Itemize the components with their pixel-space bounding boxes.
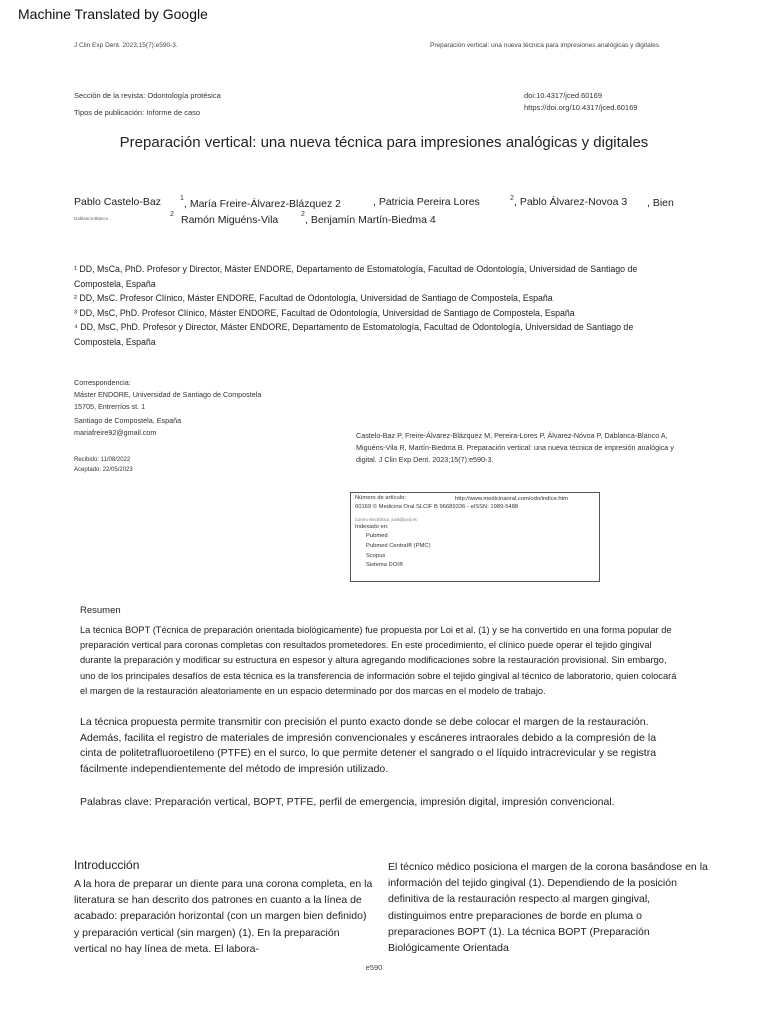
- doi-url[interactable]: https://doi.org/10.4317/jced.60169: [524, 103, 638, 112]
- doi: doi:10.4317/jced.60169: [524, 91, 602, 100]
- publication-type: Tipos de publicación: Informe de caso: [74, 108, 201, 117]
- author-3-sup: 2: [510, 195, 514, 202]
- author-3: , Patricia Pereira Lores: [373, 196, 480, 208]
- indexed-in-label: Indexado en:: [355, 524, 389, 530]
- author-2: , María Freire-Álvarez-Blázquez 2: [184, 198, 341, 210]
- translation-banner: Machine Translated by Google: [18, 6, 208, 22]
- correspondence-email[interactable]: mariafreire92@gmail.com: [74, 428, 157, 437]
- author-1: Pablo Castelo-Baz: [74, 196, 161, 208]
- author-5-tiny: Dablanca-Blanco ,: [74, 216, 111, 221]
- affiliation-1: ¹ DD, MsCa, PhD. Profesor y Director, Máster ENDORE, Departamento de Estomatología, Facultad de Odontología, Universidad de Santiago de Compostela, España: [74, 264, 638, 289]
- author-6: Ramón Miguéns-Vila: [181, 214, 279, 226]
- author-5: , Bien: [647, 197, 674, 209]
- received-date: Recibido: 11/08/2022: [74, 457, 131, 463]
- introduction-heading: Introducción: [74, 858, 140, 872]
- page-number: e590: [365, 963, 383, 972]
- keywords: Palabras clave: Preparación vertical, BOPT, PTFE, perfil de emergencia, impresión digital, impresión convencional.: [80, 796, 615, 808]
- abstract-heading: Resumen: [80, 605, 121, 616]
- affiliation-4: ⁴ DD, MsC, PhD. Profesor y Director, Máster ENDORE, Departamento de Estomatología, Facultad de Odontología, Universidad de Santiago de Compostela, España: [74, 322, 634, 347]
- abstract-paragraph-1: La técnica BOPT (Técnica de preparación orientada biológicamente) fue propuesta por Loi et al. (1) y se ha convertido en una forma popular de preparación vertical para coronas completas con resultados prometedores. En este procedimiento, el clínico puede operar el tejido gingival durante la preparación y modificar su estructura en espesor y altura agregando modificaciones sobre la restauración provisional. Sin embargo, uno de los principales desafíos de esta técnica es la transferencia de información sobre el tejido gingival al técnico de laboratorio, quien colocará el margen de la restauración aleatoriamente en un espacio determinado por dos marcas en el modelo de trabajo.: [80, 625, 677, 696]
- article-number-label: Número de artículo:: [355, 495, 406, 501]
- affiliation-2: ² DD, MsC. Profesor Clínico, Máster ENDORE, Facultad de Odontología, Universidad de Santiago de Compostela, España: [74, 293, 553, 303]
- introduction-left-column: A la hora de preparar un diente para una corona completa, en la literatura se han descrito dos patrones en cuanto a la línea de acabado: preparación horizontal (con un margen bien definido) y preparación vertical (sin margen) (1). En la preparación vertical no hay línea de meta. El labora-: [74, 878, 373, 955]
- running-header-right: Preparación vertical: una nueva técnica para impresiones analógicas y digitales: [430, 42, 660, 49]
- journal-index-url[interactable]: http://www.medicinaoral.com/odo/indice.htm: [455, 496, 569, 502]
- abstract-paragraph-2: La técnica propuesta permite transmitir con precisión el punto exacto donde se debe colocar el margen de la restauración. Además, facilita el registro de materiales de impresión convencionales y escáneres intraorales debido a la compresión de la cinta de politetrafluoroetileno (PTFE) en el surco, lo que permite detener el sangrado o el líquido intracrevicular y se registra fácilmente independientemente del método de impresión utilizado.: [80, 716, 657, 775]
- article-title: Preparación vertical: una nueva técnica para impresiones analógicas y digitales: [119, 134, 649, 151]
- author-4: , Pablo Álvarez-Novoa 3: [514, 196, 628, 208]
- author-7: , Benjamín Martín-Biedma 4: [305, 214, 436, 226]
- index-pubmed: Pubmed: [366, 533, 388, 539]
- citation: Castelo-Baz P, Freire-Álvarez-Blázquez M, Pereira-Lores P, Álvarez-Nóvoa P, Dablanca-Blanco A, Miguéns-Vila R, Martín-Biedma B. Preparación vertical: una nueva técnica de impresión analógica y digital. J Clin Exp Dent. 2023;15(7):e590-3.: [356, 431, 674, 465]
- running-header-left: J Clin Exp Dent. 2023;15(7):e590-3.: [74, 42, 178, 49]
- copyright-line: 60169 © Medicina Oral SLCIF B 96689336 - eISSN: 1989-5488: [355, 504, 519, 510]
- correspondence-label: Correspondencia:: [74, 378, 131, 387]
- index-doi: Sistema DOI®: [366, 562, 404, 568]
- author-6-sup: 2: [301, 211, 305, 218]
- index-scopus: Scopus: [366, 553, 386, 559]
- journal-email: Correo electrónico: jced@jced.es: [355, 517, 417, 522]
- correspondence-line-3: Santiago de Compostela, España: [74, 416, 182, 425]
- introduction-right-column: El técnico médico posiciona el margen de la corona basándose en la información del tejido gingival (1). Dependiendo de la posición definitiva de la restauración respecto al margen gingival, distinguimos entre preparaciones de borde en pluma o preparaciones BOPT (1). La técnica BOPT (Preparación Biológicamente Orientada: [388, 861, 708, 955]
- index-pmc: Pubmed Central® (PMC): [366, 543, 431, 549]
- accepted-date: Aceptado: 22/05/2023: [74, 467, 133, 473]
- author-1-sup: 1: [180, 195, 184, 202]
- author-5-sup: 2: [170, 211, 174, 218]
- correspondence-line-2: 15705, Entrerríos st. 1: [74, 402, 146, 411]
- journal-section: Sección de la revista: Odontología protésica: [74, 91, 221, 100]
- affiliations: [74, 262, 674, 349]
- affiliation-3: ³ DD, MsC, PhD. Profesor Clínico, Máster ENDORE, Facultad de Odontología, Universidad de Santiago de Compostela, España: [74, 307, 575, 318]
- correspondence-line-1: Máster ENDORE, Universidad de Santiago de Compostela: [74, 390, 262, 399]
